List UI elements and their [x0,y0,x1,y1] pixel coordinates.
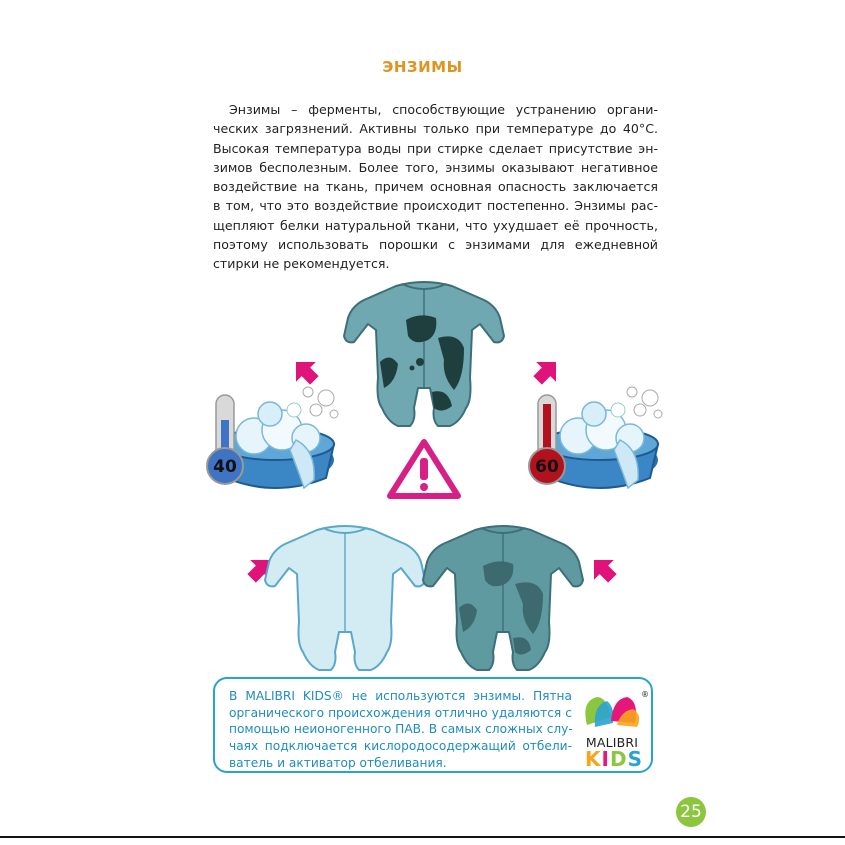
clean-onesie-icon [265,526,425,670]
body-line: щепляют белки натуральной ткани, что ухудшает её прочность, [213,217,658,233]
info-line: В MALIBRI KIDS® не используются энзимы. Пятна [229,689,572,703]
malibri-kids-logo [577,687,647,771]
logo-brand-text: MALIBRI [585,735,639,750]
body-line: зимов бесполезным. Более того, энзимы оказывают негативное [213,159,658,175]
stained-onesie-icon [344,282,504,426]
warning-triangle-icon [390,442,458,496]
page-number: 25 [676,797,706,827]
body-line: Высокая температура воды при стирке сделает присутствие эн- [213,140,658,156]
registered-mark: ® [641,690,649,699]
body-line: воздействие на ткань, причем основная опасность заключается [213,179,658,195]
info-line: органического происхождения отлично удаляются с [229,705,572,720]
info-box [213,677,653,773]
left-temperature: 40 [213,457,237,477]
bottom-rule [0,836,845,838]
logo-butterfly-icon [577,687,647,735]
info-line: помощью неионогенного ПАВ. В самых сложных слу- [229,722,573,737]
body-line: стирки не рекомендуется. [213,256,390,272]
body-line: поэтому использовать порошки с энзимами для ежедневной [213,237,658,253]
info-line: чаях подключается кислородосодержащий отбели- [229,739,572,754]
right-temperature: 60 [535,457,559,477]
body-line: ческих загрязнений. Активны только при температуре до 40°C. [213,121,658,137]
page-title: ЭНЗИМЫ [382,58,463,76]
logo-kids-text: KIDS [585,747,643,771]
info-text [229,688,572,772]
body-line: Энзимы – ферменты, способствующие устранению органи- [229,102,658,117]
info-line: ватель и активатор отбеливания. [229,755,447,770]
stained-onesie-icon [423,526,583,670]
body-line: в том, что это воздействие происходит постепенно. Энзимы рас- [213,198,658,214]
